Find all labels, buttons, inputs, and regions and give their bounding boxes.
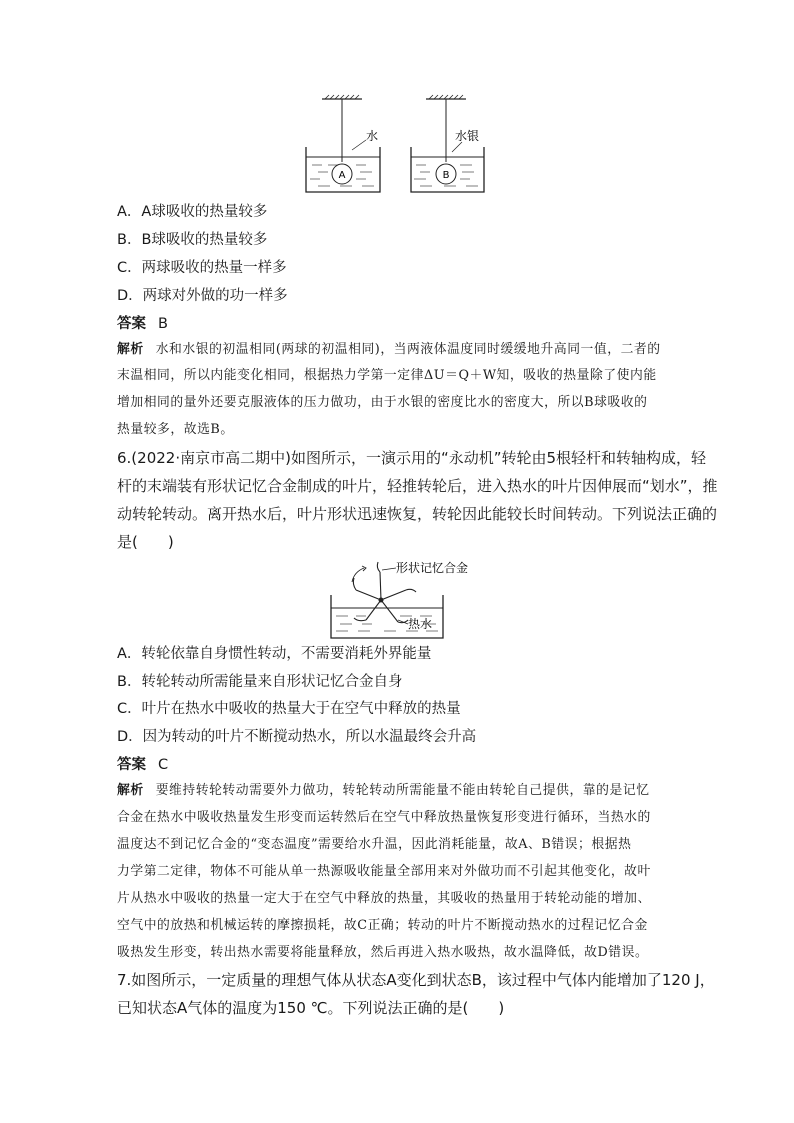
alloy-label: 形状记忆合金 <box>396 561 469 575</box>
answer-value: C <box>158 757 169 773</box>
q6-stem-line-1: 6.(2022·南京市高二期中)如图所示，一演示用的“永动机”转轮由5根轻杆和转轴构成，轻 <box>117 449 707 467</box>
q5-analysis-line-1: 解析 水和水银的初温相同(两球的初温相同)，当两液体温度同时缓缓地升高同一值，二者的 <box>117 342 661 357</box>
q6-stem-line-3: 动转轮转动。离开热水后，叶片形状迅速恢复，转轮因此能较长时间转动。下列说法正确的 <box>117 505 718 523</box>
answer-value: B <box>158 316 168 332</box>
q5-option-a: A．A球吸收的热量较多 <box>117 204 268 220</box>
q5-analysis-line-2: 末温相同，所以内能变化相同，根据热力学第一定律ΔU＝Q＋W知，吸收的热量除了使内能 <box>117 368 657 383</box>
q6-analysis-line-7: 吸热发生形变，转出热水需要将能量释放，然后再进入热水吸热，故水温降低，故D错误。 <box>117 945 649 960</box>
q6-stem-line-2: 杆的末端装有形状记忆合金制成的叶片，轻推转轮后，进入热水的叶片因伸展而“划水”，推 <box>117 477 718 495</box>
q5-option-b: B．B球吸收的热量较多 <box>117 232 268 248</box>
q6-analysis-line-1: 解析 要维持转轮转动需要外力做功，转轮转动所需能量不能由转轮自己提供，靠的是记忆 <box>117 783 650 798</box>
q6-stem-line-4: 是( ) <box>117 533 174 551</box>
q6-analysis-line-6: 空气中的放热和机械运转的摩擦损耗，故C正确；转动的叶片不断搅动热水的过程记忆合金 <box>117 918 648 933</box>
q6-option-d: D．因为转动的叶片不断搅动热水，所以水温最终会升高 <box>117 729 477 745</box>
ball-b-label: B <box>442 170 450 181</box>
q5-option-d: D．两球对外做的功一样多 <box>117 288 288 304</box>
q6-option-a: A．转轮依靠自身惯性转动，不需要消耗外界能量 <box>117 646 432 662</box>
q6-answer <box>117 756 168 774</box>
q5-option-c: C．两球吸收的热量一样多 <box>117 260 287 276</box>
q6-option-b: B．转轮转动所需能量来自形状记忆合金自身 <box>117 674 403 690</box>
answer-label: 答案 <box>117 316 146 332</box>
q5-answer <box>117 315 168 333</box>
ball-a-label: A <box>338 170 346 181</box>
q6-analysis-line-2: 合金在热水中吸收热量发生形变而运转然后在空气中释放热量恢复形变进行循环，当热水的 <box>117 810 651 825</box>
mercury-label: 水银 <box>455 129 480 143</box>
figure-wheel <box>0 555 794 645</box>
analysis-label: 解析 <box>117 342 144 357</box>
q7-stem-line-1: 7.如图所示，一定质量的理想气体从状态A变化到状态B，该过程中气体内能增加了120 J， <box>117 971 715 989</box>
analysis-label: 解析 <box>117 783 144 798</box>
q6-analysis-line-3: 温度达不到记忆合金的“变态温度”需要给水升温，因此消耗能量，故A、B错误；根据热 <box>117 837 632 852</box>
q5-analysis-line-3: 增加相同的量外还要克服液体的压力做功，由于水银的密度比水的密度大，所以B球吸收的 <box>117 395 648 410</box>
q6-option-c: C．叶片在热水中吸收的热量大于在空气中释放的热量 <box>117 701 461 717</box>
q6-analysis-line-5: 片从热水中吸收的热量一定大于在空气中释放的热量，其吸收的热量用于转轮动能的增加、 <box>117 891 651 906</box>
hotwater-label: 热水 <box>408 617 433 631</box>
water-label: 水 <box>366 129 379 143</box>
answer-label: 答案 <box>117 757 146 773</box>
q7-stem-line-2: 已知状态A气体的温度为150 ℃。下列说法正确的是( ) <box>117 999 505 1017</box>
q6-analysis-line-4: 力学第二定律，物体不可能从单一热源吸收能量全部用来对外做功而不引起其他变化，故叶 <box>117 864 651 879</box>
q5-analysis-line-4: 热量较多，故选B。 <box>117 422 234 437</box>
